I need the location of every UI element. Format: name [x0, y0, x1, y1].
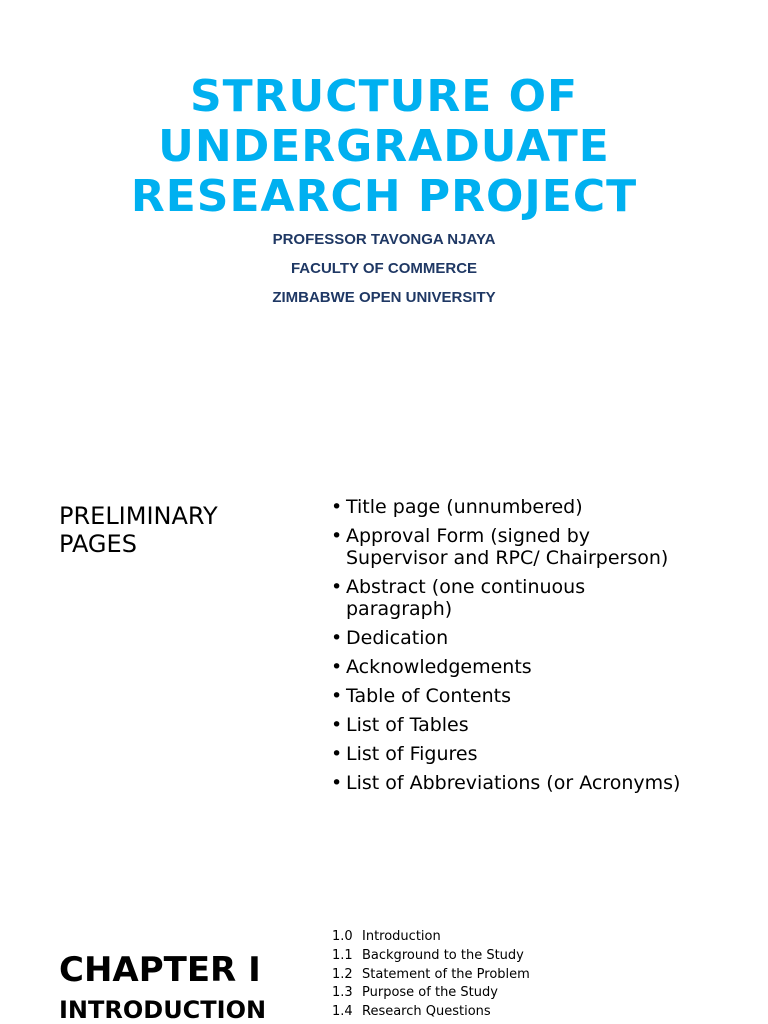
list-item-text: Abstract (one continuous — [346, 576, 586, 598]
slide-heading — [59, 502, 218, 558]
toc-number: 1.1 — [332, 947, 353, 963]
list-item — [331, 685, 751, 707]
list-item-text: Dedication — [346, 627, 449, 649]
heading-line: PRELIMINARY — [59, 502, 218, 530]
bullet-icon: • — [331, 772, 343, 794]
bullet-icon: • — [331, 627, 343, 649]
bullet-icon: • — [331, 576, 343, 598]
author-name: PROFESSOR TAVONGA NJAYA — [272, 231, 496, 248]
chapter-one-slide — [0, 900, 768, 1024]
bullet-icon: • — [331, 714, 343, 736]
bullet-icon: • — [331, 656, 343, 678]
list-item — [331, 496, 751, 518]
list-item-text: Acknowledgements — [346, 656, 532, 678]
toc-text: Research Questions — [362, 1004, 491, 1020]
list-item-text: List of Figures — [346, 743, 478, 765]
list-item-text: List of Abbreviations (or Acronyms) — [346, 772, 681, 794]
bullet-icon: • — [331, 685, 343, 707]
toc-number: 1.3 — [332, 985, 353, 1001]
chapter-contents-list — [332, 928, 530, 1022]
list-item — [331, 743, 751, 765]
list-item-text: Approval Form (signed by — [346, 525, 591, 547]
toc-item — [332, 928, 530, 947]
title-line: UNDERGRADUATE — [158, 121, 610, 172]
heading-line: PAGES — [59, 530, 137, 558]
toc-text: Purpose of the Study — [362, 985, 498, 1001]
list-item — [331, 576, 751, 620]
bullet-icon: • — [331, 743, 343, 765]
preliminary-pages-slide — [0, 440, 768, 860]
university-name: ZIMBABWE OPEN UNIVERSITY — [272, 289, 496, 306]
list-item — [331, 656, 751, 678]
toc-text: Statement of the Problem — [362, 966, 530, 982]
title-slide — [0, 0, 768, 420]
list-item-text: Table of Contents — [346, 685, 511, 707]
title-line: RESEARCH PROJECT — [130, 171, 638, 222]
list-item — [331, 525, 751, 569]
title-line: STRUCTURE OF — [189, 71, 579, 122]
presentation-title — [0, 72, 768, 222]
faculty-name: FACULTY OF COMMERCE — [290, 260, 478, 277]
toc-item — [332, 1003, 530, 1022]
chapter-heading: CHAPTER I — [59, 950, 261, 990]
list-item — [331, 627, 751, 649]
list-item-text: Title page (unnumbered) — [346, 496, 583, 518]
toc-number: 1.0 — [332, 929, 353, 944]
preliminary-pages-list — [331, 496, 751, 801]
toc-item — [332, 966, 530, 985]
toc-item — [332, 947, 530, 966]
toc-number: 1.4 — [332, 1004, 353, 1020]
chapter-subheading: INTRODUCTION — [59, 996, 267, 1024]
bullet-icon: • — [331, 525, 343, 547]
list-item-text: Supervisor and RPC/ Chairperson) — [346, 547, 669, 569]
list-item-text: List of Tables — [346, 714, 469, 736]
list-item — [331, 714, 751, 736]
toc-number: 1.2 — [332, 966, 353, 982]
toc-text: Background to the Study — [362, 947, 524, 963]
list-item-text: paragraph) — [346, 598, 453, 620]
toc-text: Introduction — [362, 929, 441, 944]
bullet-icon: • — [331, 496, 343, 518]
list-item — [331, 772, 751, 794]
toc-item — [332, 984, 530, 1003]
author-info — [0, 229, 768, 316]
